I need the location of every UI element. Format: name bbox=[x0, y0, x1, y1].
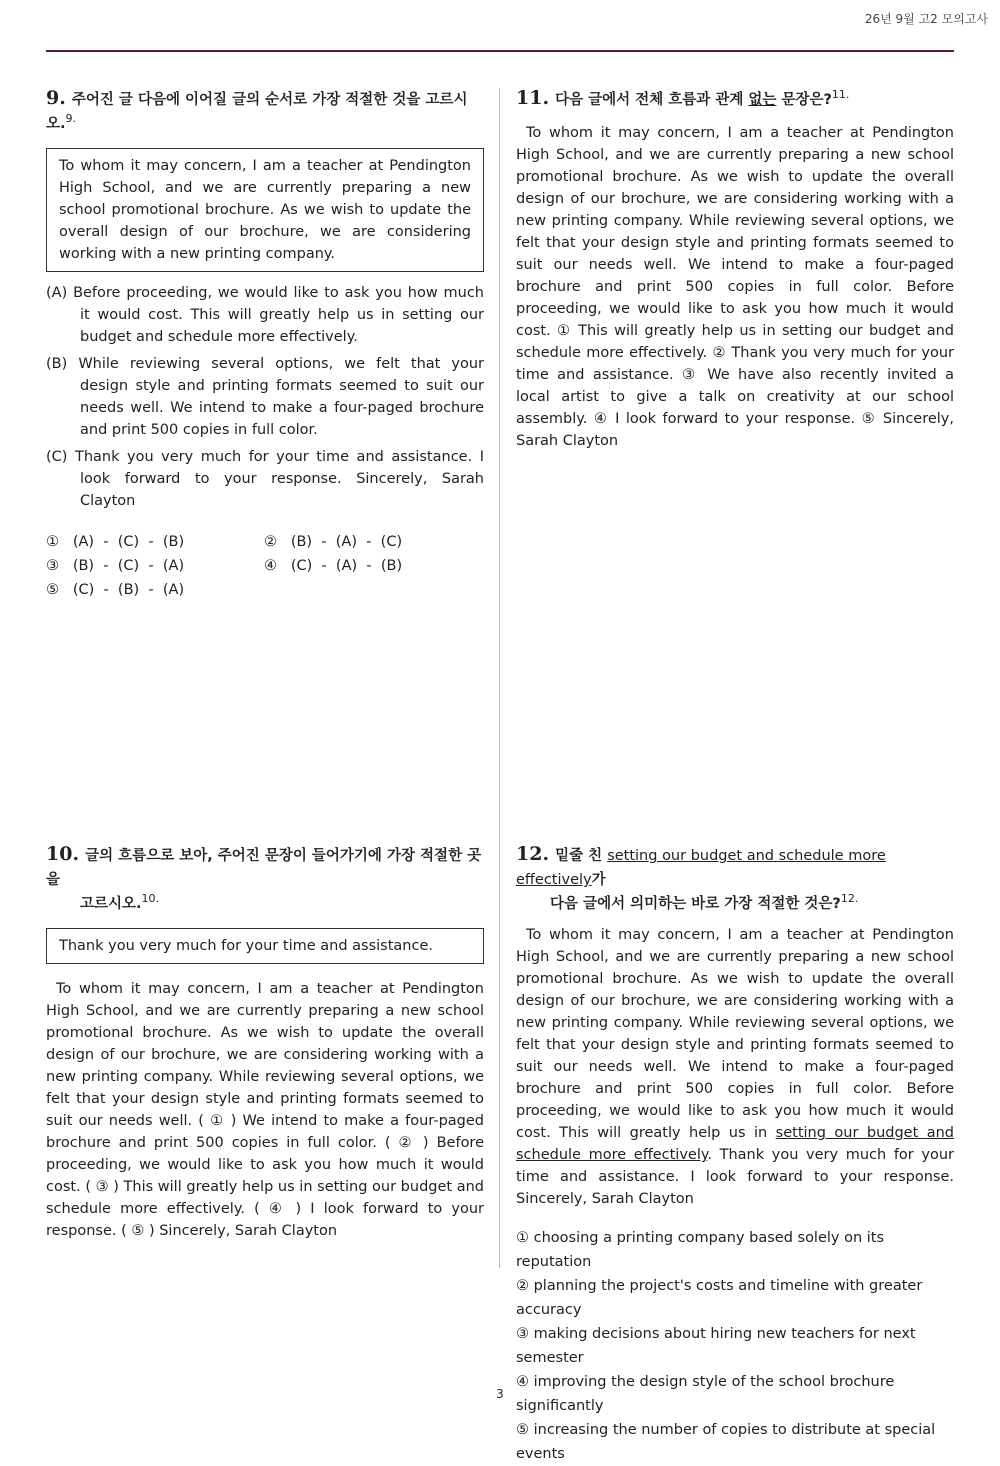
question-12-prompt-underlined: setting our budget and schedule more effectively bbox=[516, 848, 886, 888]
question-11-heading bbox=[516, 86, 954, 112]
question-9-item-c: (C) Thank you very much for your time and assistance. I look forward to your response. Sincerely, Sarah Clayton bbox=[46, 449, 484, 509]
question-9-choice-5[interactable]: ⑤ (C) - (B) - (A) bbox=[46, 582, 185, 598]
question-10-prompt-line2: 고르시오. bbox=[80, 896, 142, 912]
question-12-number: 12. bbox=[516, 843, 550, 865]
header-rule bbox=[46, 50, 954, 52]
question-12-choice-2[interactable]: ② planning the project's costs and timeline with greater accuracy bbox=[516, 1278, 923, 1318]
question-12-prompt-after: 가 bbox=[591, 872, 606, 888]
question-10-number: 10. bbox=[46, 843, 80, 865]
exam-header-title: 26년 9월 고2 모의고사 bbox=[864, 12, 988, 26]
question-11 bbox=[516, 86, 954, 452]
question-12-sup: 12. bbox=[840, 892, 859, 906]
question-9-choice-2[interactable]: ② (B) - (A) - (C) bbox=[264, 534, 403, 550]
question-11-passage: To whom it may concern, I am a teacher at Pendington High School, and we are currently preparing a new school promotional brochure. As we wish to update the overall design of our brochure, we are considering working with a new printing company. While reviewing several options, we felt that your design style and printing formats seemed to suit our needs well. We intend to make a four-paged brochure and print 500 copies in full color. Before proceeding, we would like to ask you how much it would cost. ① This will greatly help us in setting our budget and schedule more effectively. ② Thank you very much for your time and assistance. ③ We have also recently invited a local artist to give a talk on creativity at our school assembly. ④ I look forward to your response. ⑤ Sincerely, Sarah Clayton bbox=[516, 125, 954, 449]
question-12-choice-1[interactable]: ① choosing a printing company based solely on its reputation bbox=[516, 1230, 885, 1270]
question-11-number: 11. bbox=[516, 87, 550, 109]
question-12-heading bbox=[516, 842, 954, 916]
question-12-choice-4[interactable]: ④ improving the design style of the school brochure significantly bbox=[516, 1374, 895, 1414]
question-12-passage-after: . Thank you very much for your time and assistance. I look forward to your response. Sincerely, Sarah Clayton bbox=[516, 1147, 954, 1207]
question-12-passage-before: To whom it may concern, I am a teacher at Pendington High School, and we are currently preparing a new school promotional brochure. As we wish to update the overall design of our brochure, we are considering working with a new printing company. While reviewing several options, we felt that your design style and printing formats seemed to suit our needs well. We intend to make a four-paged brochure and print 500 copies in full color. Before proceeding, we would like to ask you how much it would cost. This will greatly help us in bbox=[516, 927, 954, 1141]
question-12-prompt-before: 밑줄 친 bbox=[555, 848, 608, 864]
question-9-prompt: 주어진 글 다음에 이어질 글의 순서로 가장 적절한 것을 고르시오. bbox=[46, 92, 468, 132]
question-9 bbox=[46, 86, 484, 598]
question-9-item-b: (B) While reviewing several options, we felt that your design style and printing formats seemed to suit our needs well. We intend to make a four-paged brochure and print 500 copies in full color. bbox=[46, 356, 484, 438]
question-9-choice-1[interactable]: ① (A) - (C) - (B) bbox=[46, 534, 185, 550]
page-number: 3 bbox=[496, 1387, 504, 1401]
question-9-items bbox=[46, 282, 484, 512]
question-9-sup: 9. bbox=[65, 112, 77, 126]
question-12 bbox=[516, 842, 954, 1466]
question-9-number: 9. bbox=[46, 87, 66, 109]
question-11-prompt-before: 다음 글에서 전체 흐름과 관계 bbox=[555, 92, 749, 108]
question-11-sup: 11. bbox=[831, 88, 850, 102]
question-9-choices bbox=[46, 534, 484, 598]
question-9-heading bbox=[46, 86, 484, 136]
question-9-given-text: To whom it may concern, I am a teacher at Pendington High School, and we are currently preparing a new school promotional brochure. As we wish to update the overall design of our brochure, we are considering working with a new printing company. bbox=[46, 148, 484, 272]
question-10 bbox=[46, 842, 484, 1242]
question-10-heading bbox=[46, 842, 484, 916]
question-12-prompt-line2: 다음 글에서 의미하는 바로 가장 적절한 것은? bbox=[550, 896, 841, 912]
question-9-choice-4[interactable]: ④ (C) - (A) - (B) bbox=[264, 558, 403, 574]
question-11-prompt-underlined: 없는 bbox=[748, 92, 777, 108]
question-12-passage-underlined: setting our budget and schedule more effectively bbox=[516, 1125, 954, 1163]
question-12-choice-5[interactable]: ⑤ increasing the number of copies to distribute at special events bbox=[516, 1422, 936, 1462]
question-11-prompt-after: 문장은? bbox=[776, 92, 832, 108]
question-9-item-a: (A) Before proceeding, we would like to ask you how much it would cost. This will greatly help us in setting our budget and schedule more effectively. bbox=[46, 285, 484, 345]
question-9-choice-3[interactable]: ③ (B) - (C) - (A) bbox=[46, 558, 185, 574]
question-10-sup: 10. bbox=[141, 892, 160, 906]
question-10-passage: To whom it may concern, I am a teacher at Pendington High School, and we are currently preparing a new school promotional brochure. As we wish to update the overall design of our brochure, we are considering working with a new printing company. While reviewing several options, we felt that your design style and printing formats seemed to suit our needs well. ( ① ) We intend to make a four-paged brochure and print 500 copies in full color. ( ② ) Before proceeding, we would like to ask you how much it would cost. ( ③ ) This will greatly help us in setting our budget and schedule more effectively. ( ④ ) I look forward to your response. ( ⑤ ) Sincerely, Sarah Clayton bbox=[46, 981, 484, 1239]
question-10-given-sentence: Thank you very much for your time and assistance. bbox=[46, 928, 484, 964]
question-10-prompt-line1: 글의 흐름으로 보아, 주어진 문장이 들어가기에 가장 적절한 곳을 bbox=[46, 848, 482, 888]
question-12-choices bbox=[516, 1226, 954, 1466]
question-12-choice-3[interactable]: ③ making decisions about hiring new teachers for next semester bbox=[516, 1326, 916, 1366]
question-12-passage bbox=[516, 924, 954, 1210]
column-divider bbox=[499, 88, 500, 1268]
